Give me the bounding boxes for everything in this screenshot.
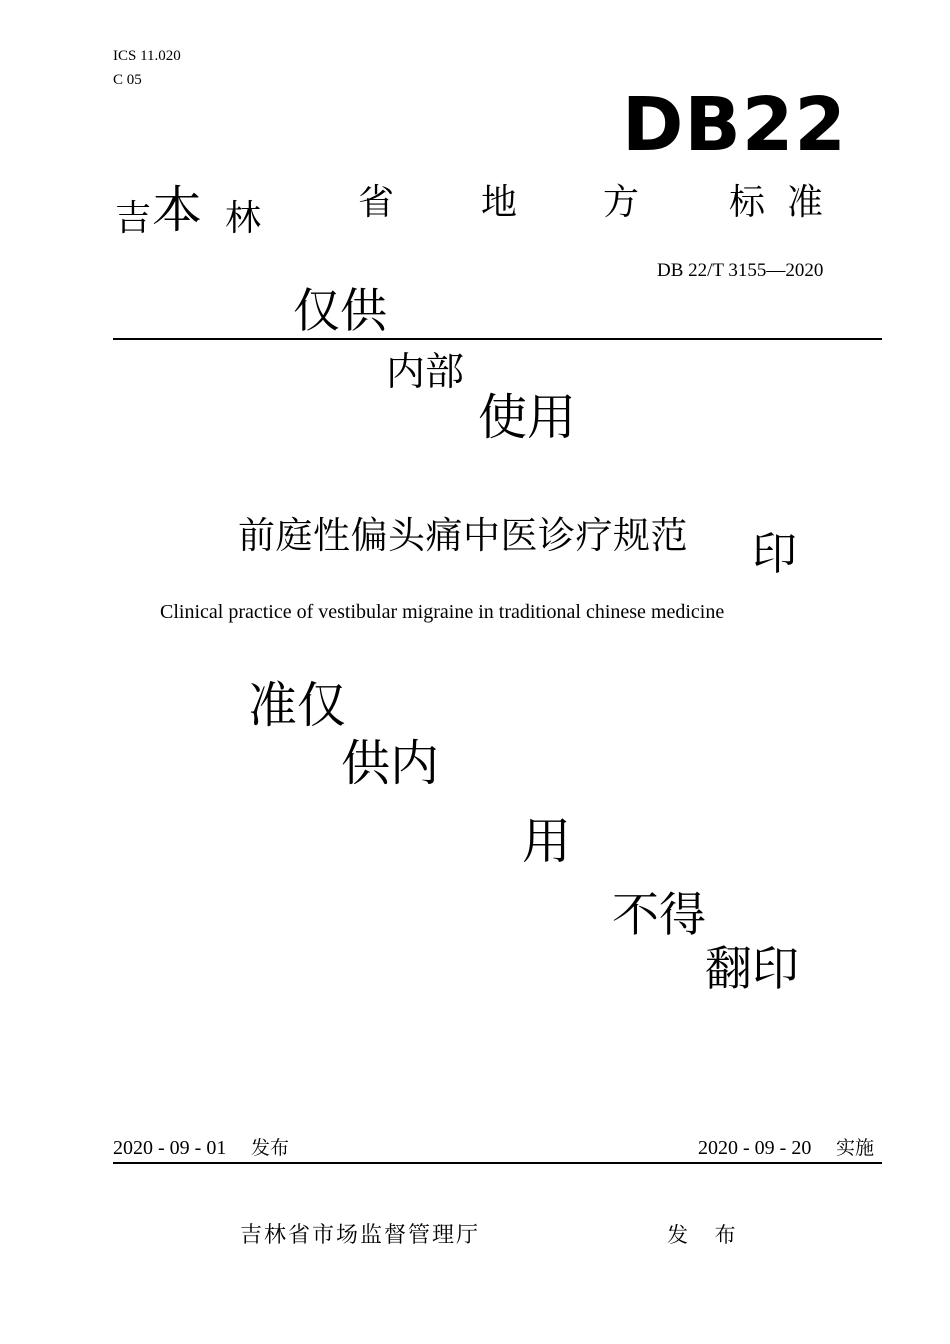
document-title-english: Clinical practice of vestibular migraine in traditional chinese medicine <box>160 601 725 623</box>
watermark-text: 印 <box>752 527 798 580</box>
publish-date: 2020 - 09 - 01 <box>113 1137 227 1159</box>
effective-label: 实施 <box>836 1137 875 1159</box>
standard-type-char: 省 <box>358 182 395 223</box>
standard-type-char: 林 <box>225 198 262 239</box>
standard-type-char: 标 <box>729 182 766 223</box>
standard-code-logo: DB22 <box>622 82 847 168</box>
standard-type-char: 方 <box>603 182 640 223</box>
standard-type-char: 准 <box>787 182 824 223</box>
watermark-text: 翻印 <box>705 942 799 997</box>
footer-divider <box>113 1162 882 1164</box>
watermark-text: 内部 <box>386 350 465 395</box>
header-divider <box>113 338 882 340</box>
document-title-chinese: 前庭性偏头痛中医诊疗规范 <box>238 514 688 557</box>
watermark-text: 供内 <box>341 735 440 792</box>
standard-type-char: 吉 <box>115 198 152 239</box>
watermark-text: 不得 <box>612 888 706 943</box>
effective-date: 2020 - 09 - 20 <box>698 1137 812 1159</box>
ics-code: ICS 11.020 <box>113 48 181 64</box>
standard-type-heading <box>115 183 835 243</box>
watermark-text: 使用 <box>478 389 577 446</box>
issuing-authority: 吉林省市场监督管理厅 <box>240 1223 481 1248</box>
standard-type-char: 本 <box>152 181 202 239</box>
watermark-text: 用 <box>522 813 572 870</box>
watermark-text: 仅供 <box>293 284 387 339</box>
issue-label: 发 布 <box>667 1223 746 1247</box>
watermark-text: 准仅 <box>248 677 347 734</box>
standard-number: DB 22/T 3155—2020 <box>657 260 824 281</box>
classification-code: C 05 <box>113 72 142 88</box>
publish-label: 发布 <box>251 1137 290 1159</box>
standard-type-char: 地 <box>481 182 518 223</box>
